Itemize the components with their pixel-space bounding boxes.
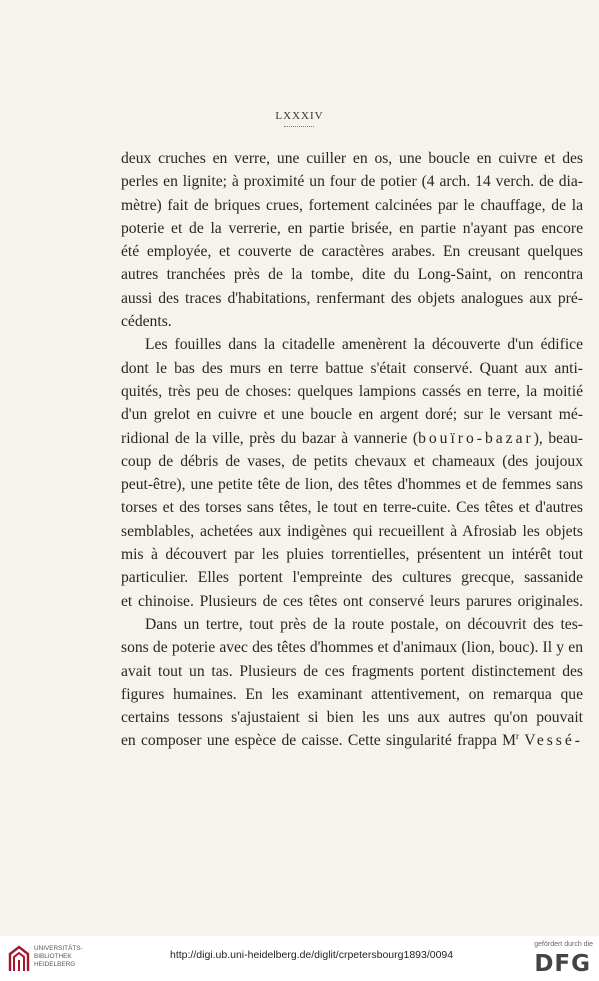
text-line [121,403,583,426]
text-line [121,566,583,589]
spaced-text: Vessé- [524,732,583,750]
text-line [121,450,583,473]
text-line [121,263,583,286]
text-span: en composer une espèce de caisse. Cette singularité frappa M [121,732,517,750]
text-line [121,170,583,193]
text-span: torses et des torses sans têtes, le tout en terre-cuite. Ces têtes et d'autres [121,499,583,517]
text-line [121,496,583,519]
text-span: poterie et de la verrerie, en partie brisée, en partie n'ayant pas encore [121,219,583,237]
text-span: dont le bas des murs en terre battue s'était conservé. Quant aux anti- [121,359,583,377]
text-line [121,310,583,333]
funding-caption: gefördert durch die [534,941,593,948]
library-name-line-3: HEIDELBERG [34,961,76,968]
text-line [121,520,583,543]
text-span: cédents. [121,313,172,331]
library-name-line-2: BIBLIOTHEK [34,953,72,960]
library-name-line-1: UNIVERSITÄTS- [34,945,83,952]
text-span: d'un grelot en cuivre et une boucle en argent doré; sur le versant mé- [121,406,583,424]
text-span: quités, très peu de choses: quelques lampions cassés en terre, la moitié [121,382,583,400]
text-line [121,240,583,263]
body-text [121,147,583,753]
text-line [121,660,583,683]
text-line [121,194,583,217]
text-line [121,287,583,310]
text-span: sons de poterie avec des têtes d'hommes et d'animaux (lion, bouc). Il y en [121,639,583,657]
text-span: semblables, achetées aux indigènes qui recueillent à Afrosiab les objets [121,522,583,540]
university-library-logo-icon [8,945,30,973]
text-span: particulier. Elles portent l'empreinte des cultures grecque, sassanide [121,569,583,587]
text-span: aussi des traces d'habitations, renfermant des objets analogues aux pré- [121,289,583,307]
text-line [121,380,583,403]
text-span: avait tout un tas. Plusieurs de ces fragments portent distinctement des [121,662,583,680]
digitization-url-link[interactable]: http://digi.ub.uni-heidelberg.de/diglit/crpetersbourg1893/0094 [170,949,454,961]
text-line [121,217,583,240]
text-line [121,543,583,566]
text-span: peut-être), une petite tête de lion, des têtes d'hommes et de femmes sans [121,476,583,494]
text-span: ), beau- [533,429,583,447]
superscript-text: r [516,731,520,742]
text-span: mètre) fait de briques crues, fortement calcinées par le chauffage, de la [121,196,583,214]
text-line [121,590,583,613]
text-span: figures humaines. En les examinant attentivement, on remarqua que [121,685,583,703]
text-line [121,683,583,706]
text-line [121,147,583,170]
text-span: autres tranchées près de la tombe, dite du Long-Saint, on rencontra [121,266,583,284]
text-line [121,636,583,659]
text-span: mis à découvert par les pluies torrentielles, présentent un intérêt tout [121,546,583,564]
text-span: deux cruches en verre, une cuiller en os, une boucle en cuivre et des [121,150,583,167]
text-line [121,729,583,752]
university-library-name [34,945,83,969]
page-number: LXXXIV [275,110,324,122]
text-line [121,706,583,729]
text-span: Dans un tertre, tout près de la route postale, on découvrit des tes- [145,615,583,633]
text-span: coup de débris de vases, de petits chevaux et chameaux (des joujoux [121,452,583,470]
text-line [121,357,583,380]
text-span: certains tessons s'ajustaient si bien les uns aux autres qu'on pouvait [121,709,583,727]
text-span: et chinoise. Plusieurs de ces têtes ont conservé leurs parures originales. [121,592,583,610]
page-number-underline [284,126,314,127]
dfg-logo: DFG [534,951,591,977]
text-span: Les fouilles dans la citadelle amenèrent la découverte d'un édifice [145,336,583,354]
text-span: été employée, et couverte de caractères arabes. En creusant quelques [121,243,583,261]
spaced-text: bouïro-bazar [418,429,534,447]
text-line [121,333,583,356]
text-line [121,427,583,450]
text-span: perles en lignite; à proximité un four de potier (4 arch. 14 verch. de dia- [121,173,583,191]
text-span: ridional de la ville, près du bazar à vannerie ( [121,429,419,447]
text-line [121,473,583,496]
text-line [121,613,583,636]
